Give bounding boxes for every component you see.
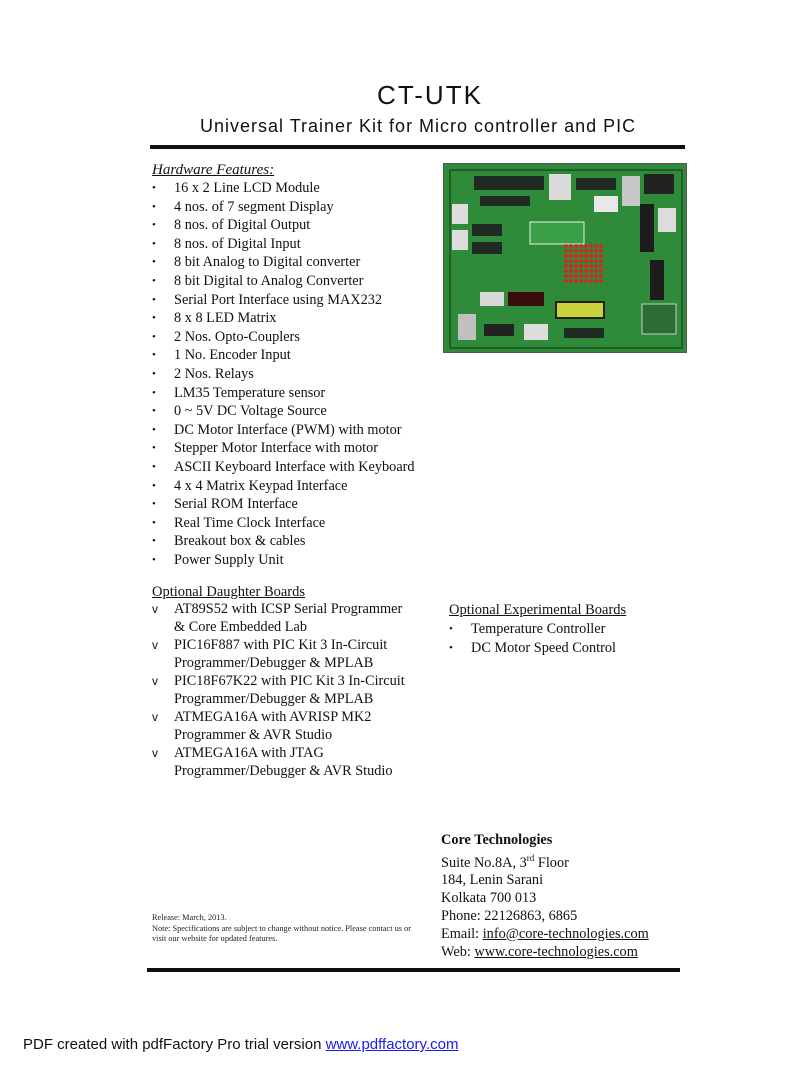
optional-experimental-boards-heading: Optional Experimental Boards <box>449 602 627 618</box>
led-dot <box>589 264 593 268</box>
led-dot <box>594 279 598 283</box>
hardware-feature-item: • 8 bit Analog to Digital converter <box>152 254 361 271</box>
check-marker-icon: v <box>152 638 158 652</box>
bullet-icon: • <box>449 623 453 635</box>
led-dot <box>584 264 588 268</box>
bullet-icon: • <box>152 405 156 418</box>
bullet-icon: • <box>152 274 156 287</box>
phone-line: Phone: 22126863, 6865 <box>441 907 578 924</box>
led-dot <box>579 264 583 268</box>
led-dot <box>594 259 598 263</box>
led-dot <box>589 249 593 253</box>
hardware-feature-item: • Power Supply Unit <box>152 551 284 568</box>
led-dot <box>579 279 583 283</box>
hardware-feature-item: • 2 Nos. Opto-Couplers <box>152 328 300 345</box>
check-marker-icon: v <box>152 746 158 760</box>
bullet-icon: • <box>152 200 156 213</box>
experimental-board-item: • Temperature Controller <box>449 621 606 637</box>
led-dot <box>594 264 598 268</box>
daughter-board-item: v PIC18F67K22 with PIC Kit 3 In-Circuit Programmer/Debugger & MPLAB <box>152 673 405 707</box>
bullet-icon: • <box>152 182 156 194</box>
experimental-board-item: • DC Motor Speed Control <box>449 639 616 656</box>
check-marker-icon: v <box>152 710 158 724</box>
led-dot <box>574 274 578 278</box>
led-dot <box>564 259 568 263</box>
bullet-icon: • <box>152 219 156 232</box>
led-dot <box>584 274 588 278</box>
hardware-feature-item: • 0 ~ 5V DC Voltage Source <box>152 403 327 420</box>
led-dot <box>579 274 583 278</box>
hardware-feature-item: • Breakout box & cables <box>152 533 306 550</box>
hardware-features-heading: Hardware Features: <box>152 162 275 178</box>
bullet-icon: • <box>152 553 156 566</box>
led-dot <box>589 254 593 258</box>
bullet-icon: • <box>152 293 156 306</box>
led-dot <box>564 279 568 283</box>
pdffactory-link[interactable]: www.pdffactory.com <box>325 1036 459 1053</box>
address-suite: Suite No.8A, 3rd Floor <box>441 852 569 871</box>
daughter-board-item: v PIC16F887 with PIC Kit 3 In-Circuit Programmer/Debugger & MPLAB <box>152 637 388 671</box>
led-dot <box>574 279 578 283</box>
address-city: Kolkata 700 013 <box>441 890 537 907</box>
led-dot <box>584 249 588 253</box>
led-dot <box>584 244 588 248</box>
hardware-feature-item: • 8 nos. of Digital Output <box>152 217 311 234</box>
led-dot <box>579 249 583 253</box>
bullet-icon: • <box>449 641 453 654</box>
hardware-feature-item: • Serial ROM Interface <box>152 496 298 513</box>
led-dot <box>594 244 598 248</box>
bullet-icon: • <box>152 330 156 343</box>
top-rule <box>150 145 685 149</box>
hardware-feature-item: • 8 nos. of Digital Input <box>152 235 301 252</box>
led-dot <box>574 269 578 273</box>
bullet-icon: • <box>152 460 156 473</box>
trainer-kit-photo <box>443 163 687 353</box>
page-title: CT-UTK <box>377 80 483 110</box>
bullet-icon: • <box>152 386 156 399</box>
led-dot <box>564 269 568 273</box>
led-dot <box>564 264 568 268</box>
optional-daughter-boards-list <box>152 601 405 781</box>
hardware-feature-item: • 8 x 8 LED Matrix <box>152 310 277 327</box>
led-dot <box>594 269 598 273</box>
led-dot <box>574 254 578 258</box>
led-dot <box>589 259 593 263</box>
led-dot <box>564 274 568 278</box>
led-dot <box>584 259 588 263</box>
bottom-rule <box>147 968 680 972</box>
led-dot <box>564 254 568 258</box>
bullet-icon: • <box>152 312 156 325</box>
daughter-board-item: v AT89S52 with ICSP Serial Programmer & Core Embedded Lab <box>152 601 403 635</box>
led-dot <box>569 274 573 278</box>
led-dot <box>574 244 578 248</box>
hardware-feature-item: • 8 bit Digital to Analog Converter <box>152 272 364 289</box>
led-dot <box>579 254 583 258</box>
hardware-feature-item: • Stepper Motor Interface with motor <box>152 440 379 457</box>
check-marker-icon: v <box>152 674 158 688</box>
led-dot <box>599 274 603 278</box>
led-dot <box>579 259 583 263</box>
led-dot <box>569 269 573 273</box>
led-dot <box>584 279 588 283</box>
daughter-board-item: v ATMEGA16A with AVRISP MK2 Programmer & AVR Studio <box>152 709 372 743</box>
led-dot <box>574 264 578 268</box>
hardware-feature-item: • 2 Nos. Relays <box>152 365 254 382</box>
bullet-icon: • <box>152 516 156 529</box>
email-line: Email: info@core-technologies.com <box>441 925 649 942</box>
hardware-features-list <box>152 179 415 569</box>
led-dot <box>599 269 603 273</box>
led-dot <box>599 254 603 258</box>
trainer-board-illustration <box>444 164 687 353</box>
led-dot <box>589 274 593 278</box>
led-dot <box>584 269 588 273</box>
led-dot <box>594 249 598 253</box>
led-dot <box>564 244 568 248</box>
bullet-icon: • <box>152 498 156 511</box>
optional-daughter-boards-heading: Optional Daughter Boards <box>152 584 306 600</box>
led-dot <box>589 244 593 248</box>
release-note <box>152 913 422 945</box>
led-dot <box>599 264 603 268</box>
hardware-feature-item: • 16 x 2 Line LCD Module <box>152 180 320 196</box>
bullet-icon: • <box>152 423 156 436</box>
led-dot <box>589 279 593 283</box>
page-subtitle: Universal Trainer Kit for Micro controller and PIC <box>200 116 637 136</box>
led-dot <box>569 254 573 258</box>
bullet-icon: • <box>152 479 156 492</box>
led-dot <box>574 259 578 263</box>
check-marker-icon: v <box>152 602 158 616</box>
address-street: 184, Lenin Sarani <box>441 872 544 889</box>
hardware-feature-item: • 4 x 4 Matrix Keypad Interface <box>152 477 348 494</box>
bullet-icon: • <box>152 256 156 269</box>
release-date: Release: March, 2013. <box>152 913 227 922</box>
led-dot <box>599 244 603 248</box>
hardware-feature-item: • Real Time Clock Interface <box>152 514 326 531</box>
led-dot <box>579 269 583 273</box>
pdf-footer <box>23 1036 458 1053</box>
led-dot <box>599 249 603 253</box>
led-dot <box>589 269 593 273</box>
footer-text: PDF created with pdfFactory Pro trial version <box>23 1036 326 1053</box>
hardware-feature-item: • ASCII Keyboard Interface with Keyboard <box>152 458 415 475</box>
bullet-icon: • <box>152 349 156 362</box>
bullet-icon: • <box>152 237 156 250</box>
bullet-icon: • <box>152 535 156 548</box>
contact-block <box>441 832 649 961</box>
website-link[interactable]: www.core-technologies.com <box>474 943 638 960</box>
hardware-feature-item: • 4 nos. of 7 segment Display <box>152 198 334 215</box>
led-dot <box>579 244 583 248</box>
company-name: Core Technologies <box>441 832 553 848</box>
web-line: Web: www.core-technologies.com <box>441 943 638 960</box>
email-link[interactable]: info@core-technologies.com <box>482 925 649 942</box>
specification-note: Note: Specifications are subject to change without notice. Please contact us or visit our website for updated features. <box>152 923 411 943</box>
hardware-feature-item: • LM35 Temperature sensor <box>152 384 326 401</box>
hardware-feature-item: • Serial Port Interface using MAX232 <box>152 291 383 308</box>
led-dot <box>569 249 573 253</box>
bullet-icon: • <box>152 367 156 380</box>
led-dot <box>599 279 603 283</box>
led-dot <box>599 259 603 263</box>
led-dot <box>574 249 578 253</box>
bullet-icon: • <box>152 442 156 455</box>
led-dot <box>569 264 573 268</box>
led-dot <box>569 244 573 248</box>
led-dot <box>584 254 588 258</box>
daughter-board-item: v ATMEGA16A with JTAG Programmer/Debugger & AVR Studio <box>152 745 393 779</box>
hardware-feature-item: • DC Motor Interface (PWM) with motor <box>152 421 402 438</box>
optional-experimental-boards-list <box>449 620 616 657</box>
led-dot <box>594 274 598 278</box>
hardware-feature-item: • 1 No. Encoder Input <box>152 347 291 364</box>
led-dot <box>569 279 573 283</box>
led-dot <box>564 249 568 253</box>
led-dot <box>569 259 573 263</box>
led-dot <box>594 254 598 258</box>
